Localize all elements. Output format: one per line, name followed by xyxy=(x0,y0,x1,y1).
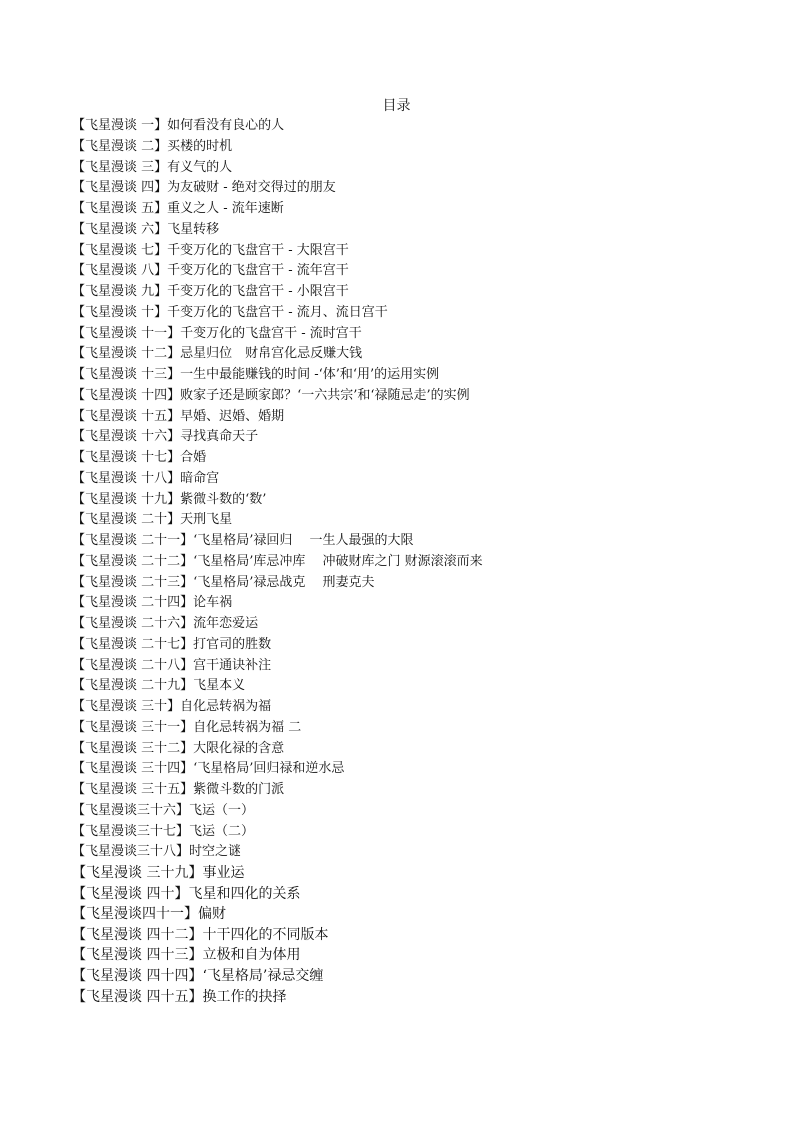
toc-entry: 【飞星漫谈 十二】忌星归位 财帛宫化忌反赚大钱 xyxy=(72,346,363,362)
toc-entry: 【飞星漫谈 二十六】流年恋爱运 xyxy=(72,616,259,631)
toc-entry: 【飞星漫谈 十六】寻找真命天子 xyxy=(72,429,259,445)
toc-entry: 【飞星漫谈 二十二】‘飞星格局’库忌冲库 冲破财库之门 财源滚滚而来 xyxy=(72,553,483,569)
toc-entry: 【飞星漫谈 二十】天刑飞星 xyxy=(72,512,233,528)
toc-entry: 【飞星漫谈 十八】暗命宫 xyxy=(72,470,220,486)
toc-entry: 【飞星漫谈 十七】合婚 xyxy=(72,450,207,465)
toc-entry: 【飞星漫谈 三十四】‘飞星格局’回归禄和逆水忌 xyxy=(72,761,345,777)
table-of-contents xyxy=(72,116,772,1007)
toc-entry: 【飞星漫谈 二十九】飞星本义 xyxy=(72,678,246,694)
toc-entry: 【飞星漫谈四十一】偏财 xyxy=(72,906,226,923)
toc-entry: 【飞星漫谈 七】千变万化的飞盘宫干 - 大限宫干 xyxy=(72,242,349,258)
toc-entry: 【飞星漫谈 二】买楼的时机 xyxy=(72,138,233,154)
toc-entry: 【飞星漫谈 十】千变万化的飞盘宫干 - 流月、流日宫干 xyxy=(72,304,388,320)
toc-entry: 【飞星漫谈 九】千变万化的飞盘宫干 - 小限宫干 xyxy=(72,284,349,299)
toc-entry: 【飞星漫谈 三】有义气的人 xyxy=(72,159,233,175)
toc-entry: 【飞星漫谈三十六】飞运（一） xyxy=(72,802,255,818)
toc-entry: 【飞星漫谈 十五】早婚、迟婚、婚期 xyxy=(72,408,285,424)
toc-entry: 【飞星漫谈 三十】自化忌转祸为福 xyxy=(72,699,272,714)
toc-entry: 【飞星漫谈 一】如何看没有良心的人 xyxy=(72,118,285,133)
toc-entry: 【飞星漫谈 三十九】事业运 xyxy=(72,865,245,881)
toc-entry: 【飞星漫谈 二十四】论车祸 xyxy=(72,595,233,611)
toc-entry: 【飞星漫谈 十一】千变万化的飞盘宫干 - 流时宫干 xyxy=(72,325,362,341)
toc-entry: 【飞星漫谈 十九】紫微斗数的‘数’ xyxy=(72,491,267,507)
toc-entry: 【飞星漫谈 四】为友破财 - 绝对交得过的朋友 xyxy=(72,180,336,196)
toc-entry: 【飞星漫谈 三十二】大限化禄的含意 xyxy=(72,740,285,756)
toc-entry: 【飞星漫谈 二十一】‘飞星格局’禄回归 一生人最强的大限 xyxy=(72,533,414,548)
toc-entry: 【飞星漫谈 八】千变万化的飞盘宫干 - 流年宫干 xyxy=(72,263,349,279)
page-title: 目录 xyxy=(382,98,411,114)
toc-entry: 【飞星漫谈 十四】败家子还是顾家郎？‘一六共宗’和‘禄随忌走’的实例 xyxy=(72,387,470,403)
toc-entry: 【飞星漫谈 三十一】自化忌转祸为福 二 xyxy=(72,719,302,735)
toc-entry: 【飞星漫谈 三十五】紫微斗数的门派 xyxy=(72,782,285,797)
toc-entry: 【飞星漫谈 四十二】十干四化的不同版本 xyxy=(72,926,329,943)
toc-entry: 【飞星漫谈 五】重义之人 - 流年速断 xyxy=(72,201,284,216)
toc-entry: 【飞星漫谈 六】飞星转移 xyxy=(72,221,220,237)
toc-entry: 【飞星漫谈 四十五】换工作的抉择 xyxy=(72,988,287,1005)
toc-entry: 【飞星漫谈 四十】飞星和四化的关系 xyxy=(72,885,301,902)
toc-entry: 【飞星漫谈三十七】飞运（二） xyxy=(72,823,255,839)
toc-entry: 【飞星漫谈 二十三】‘飞星格局’禄忌战克 刑妻克夫 xyxy=(72,574,375,590)
toc-entry: 【飞星漫谈 二十七】打官司的胜数 xyxy=(72,636,272,652)
toc-entry: 【飞星漫谈 四十三】立极和自为体用 xyxy=(72,947,301,964)
toc-entry: 【飞星漫谈 四十四】‘飞星格局’禄忌交缠 xyxy=(72,967,324,984)
toc-entry: 【飞星漫谈 十三】一生中最能赚钱的时间 -‘体’和‘用’的运用实例 xyxy=(72,367,440,382)
toc-entry: 【飞星漫谈 二十八】宫干通诀补注 xyxy=(72,657,272,673)
toc-entry: 【飞星漫谈三十八】时空之谜 xyxy=(72,844,242,860)
